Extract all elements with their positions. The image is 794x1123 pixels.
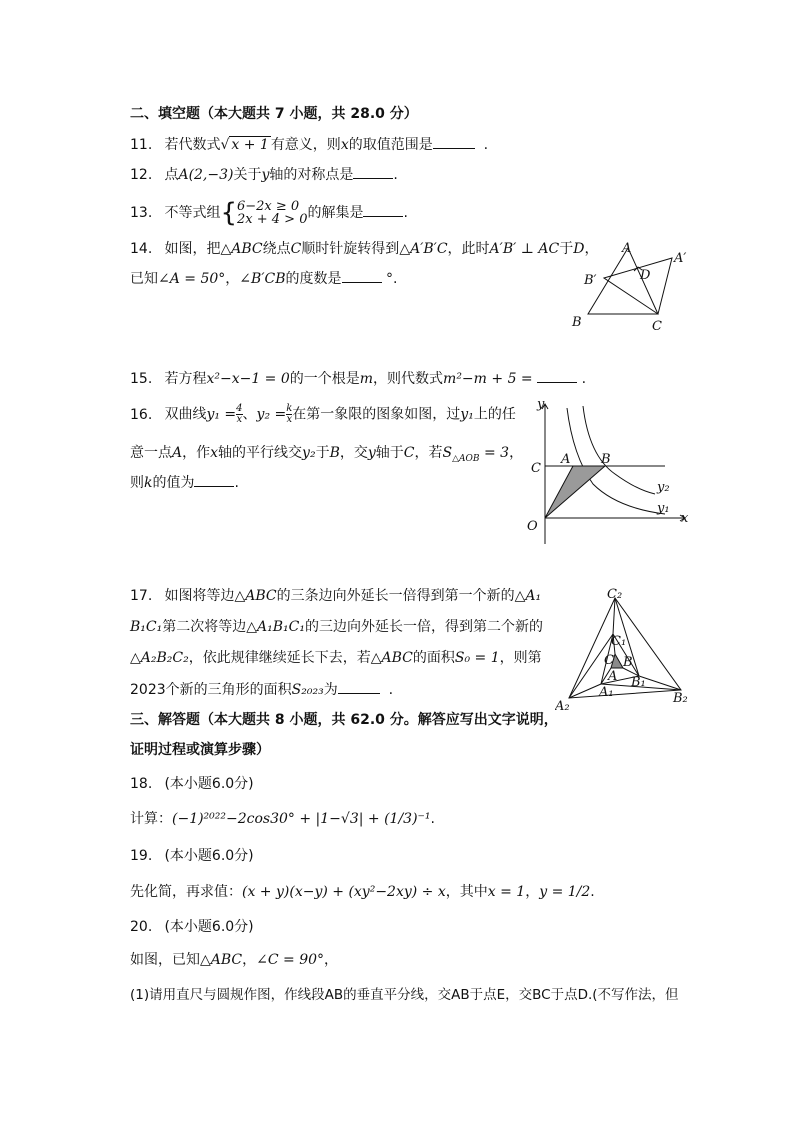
question-19-header bbox=[130, 846, 254, 866]
label-y: y bbox=[537, 397, 545, 412]
q15-math: m²−m + 5 = bbox=[443, 371, 533, 387]
q14-text: 顺时针旋转得到 bbox=[301, 241, 400, 257]
q17-math: S₀ = 1 bbox=[454, 650, 500, 666]
q14-text: ，此时 bbox=[447, 241, 490, 257]
q12-text-a: 点 bbox=[164, 167, 179, 183]
q17-text: . bbox=[388, 682, 394, 698]
answer-blank[interactable] bbox=[353, 164, 393, 179]
q20-text: ， bbox=[324, 952, 339, 968]
label-B: B bbox=[623, 655, 633, 670]
q19-text: ，其中 bbox=[445, 884, 488, 900]
q14-text: 的度数是 bbox=[285, 271, 342, 287]
q17-math: △A₁ bbox=[514, 588, 542, 604]
q16-math: k bbox=[144, 475, 153, 491]
q17-figure bbox=[555, 588, 700, 713]
q14-math: A′B′ ⊥ AC bbox=[489, 241, 560, 257]
question-number: 13. bbox=[130, 205, 153, 221]
q19-text: ， bbox=[525, 884, 540, 900]
q14-text: 已知 bbox=[130, 271, 158, 287]
q16-math: B bbox=[329, 445, 340, 461]
question-score: (本小题6.0分) bbox=[164, 919, 254, 935]
label-A2: A₂ bbox=[555, 699, 570, 713]
q15-math: m bbox=[359, 371, 374, 387]
q16-text: 、 bbox=[242, 406, 257, 423]
q17-math: B₁C₁ bbox=[130, 619, 163, 635]
answer-blank[interactable] bbox=[194, 472, 234, 487]
question-15 bbox=[130, 368, 586, 389]
label-C: C bbox=[652, 319, 662, 334]
shaded-triangle-aob bbox=[545, 466, 605, 518]
q17-text: 如图将等边 bbox=[164, 588, 235, 604]
q13-text-a: 不等式组 bbox=[164, 205, 221, 221]
q16-frac: x bbox=[236, 414, 243, 425]
q17-text: 的三条边向外延长一倍得到第一个新的 bbox=[276, 588, 515, 604]
q15-text: . bbox=[581, 371, 587, 387]
label-B: B bbox=[601, 452, 611, 467]
question-17-line-4 bbox=[130, 679, 393, 700]
q11-text-c: 的取值范围是 bbox=[348, 137, 433, 153]
q18-text: . bbox=[430, 811, 435, 827]
q20-text: 如图，已知 bbox=[130, 952, 200, 968]
label-D: D bbox=[640, 268, 651, 283]
q17-math: △ABC bbox=[370, 650, 413, 666]
q17-text: 为 bbox=[323, 682, 338, 698]
q16-math: x bbox=[210, 445, 219, 461]
q19-math: (x + y)(x−y) + (xy²−2xy) ÷ x bbox=[242, 884, 446, 900]
q16-math: S bbox=[442, 445, 453, 461]
label-C1: C₁ bbox=[611, 634, 627, 649]
label-A: A bbox=[608, 669, 618, 684]
q16-math: = 3 bbox=[479, 445, 510, 461]
q16-math: y₁ = bbox=[206, 406, 237, 423]
q14-text: ， bbox=[584, 241, 599, 257]
q18-math: (−1)²⁰²²−2cos30° + |1−√3| + (1/3)⁻¹ bbox=[172, 811, 431, 827]
q14-math: D bbox=[573, 241, 585, 257]
question-18-header bbox=[130, 774, 254, 794]
section-title-fill-in: 二、填空题（本大题共 7 小题，共 28.0 分） bbox=[130, 106, 418, 122]
q17-math: S₂₀₂₃ bbox=[291, 682, 324, 698]
q19-text: . bbox=[590, 884, 595, 900]
section-title-solutions-cont: 证明过程或演算步骤） bbox=[130, 742, 270, 758]
q16-math: y₁ bbox=[460, 406, 474, 423]
question-number: 17. bbox=[130, 588, 153, 604]
q14-math: ∠B′CB bbox=[239, 271, 286, 287]
question-17-line-1 bbox=[130, 586, 541, 606]
question-number: 11. bbox=[130, 137, 153, 153]
q16-text: 轴于 bbox=[375, 445, 404, 461]
label-B-prime: B′ bbox=[584, 273, 597, 288]
label-C: C bbox=[604, 653, 614, 668]
question-20-line-2: (1)请用直尺与圆规作图，作线段AB的垂直平分线，交AB于点E，交BC于点D.(不写作法，但 bbox=[130, 987, 679, 1003]
question-16-line-3 bbox=[130, 472, 239, 493]
answer-blank[interactable] bbox=[342, 268, 382, 283]
question-17-line-2 bbox=[130, 617, 543, 637]
q14-text: °. bbox=[385, 271, 398, 287]
label-C: C bbox=[531, 461, 541, 476]
q19-math: x = 1 bbox=[487, 884, 526, 900]
q20-text: ， bbox=[242, 952, 257, 968]
q16-text: 双曲线 bbox=[164, 406, 207, 423]
brace-symbol: { bbox=[220, 198, 237, 228]
q16-figure bbox=[525, 396, 695, 546]
question-13 bbox=[130, 200, 408, 226]
q11-text-a: 若代数式 bbox=[164, 137, 221, 153]
q18-text: 计算： bbox=[130, 811, 172, 827]
q14-math: △ABC bbox=[220, 241, 263, 257]
question-20-header bbox=[130, 917, 254, 937]
q16-text: 在第一象限的图象如图，过 bbox=[292, 406, 461, 423]
question-11 bbox=[130, 134, 488, 155]
q16-math: y bbox=[367, 445, 376, 461]
question-score: (本小题6.0分) bbox=[164, 776, 254, 792]
q15-text: ，则代数式 bbox=[373, 371, 444, 387]
q19-text: 先化简，再求值： bbox=[130, 884, 242, 900]
q17-text: 第二次将等边 bbox=[162, 619, 247, 635]
q14-text: 绕点 bbox=[262, 241, 291, 257]
label-B: B bbox=[572, 315, 582, 330]
question-number: 18. bbox=[130, 776, 153, 792]
q13-ineq-2: 2x + 4 > 0 bbox=[237, 212, 308, 227]
label-y1: y₁ bbox=[657, 501, 670, 516]
answer-blank[interactable] bbox=[363, 202, 403, 217]
q11-text-b: 有意义，则 bbox=[270, 137, 341, 153]
q16-math: A bbox=[172, 445, 183, 461]
question-20-line-1 bbox=[130, 950, 338, 970]
question-16-line-2 bbox=[130, 443, 523, 469]
q16-math: y₂ = bbox=[256, 406, 287, 423]
q16-text: ，交 bbox=[339, 445, 368, 461]
q16-frac: k bbox=[286, 403, 293, 414]
q17-text: 的面积 bbox=[412, 650, 455, 666]
q14-math: ∠A = 50° bbox=[158, 271, 226, 287]
question-number: 19. bbox=[130, 848, 153, 864]
q16-text: 于 bbox=[315, 445, 330, 461]
q14-text: 如图，把 bbox=[164, 241, 221, 257]
q16-math: C bbox=[403, 445, 415, 461]
q16-text: 轴的平行线交 bbox=[218, 445, 303, 461]
question-19-body bbox=[130, 882, 595, 902]
q14-math: △A′B′C bbox=[399, 241, 448, 257]
label-A: A bbox=[561, 452, 571, 467]
q16-text: ，若 bbox=[414, 445, 443, 461]
q16-text: 上的任 bbox=[473, 406, 516, 423]
q16-text: . bbox=[234, 475, 239, 491]
q13-end: . bbox=[403, 205, 408, 221]
q17-line bbox=[613, 598, 615, 634]
q17-text: 的三边向外延长一倍，得到第二个新的 bbox=[304, 619, 543, 635]
label-x: x bbox=[681, 511, 689, 526]
q17-math: △ABC bbox=[234, 588, 277, 604]
curve-y2 bbox=[583, 406, 655, 494]
q15-math: x²−x−1 = 0 bbox=[206, 371, 290, 387]
q11-var: x bbox=[340, 137, 349, 153]
q16-text: ， bbox=[509, 445, 524, 461]
sqrt-symbol: √ bbox=[220, 137, 230, 153]
q17-text: ，依此规律继续延长下去，若 bbox=[188, 650, 371, 666]
q12-text-b: 关于 bbox=[233, 167, 262, 183]
q15-text: 若方程 bbox=[164, 371, 207, 387]
label-B2: B₂ bbox=[673, 691, 688, 706]
q16-text: 意一点 bbox=[130, 445, 172, 461]
question-number: 12. bbox=[130, 167, 153, 183]
question-number: 14. bbox=[130, 241, 153, 257]
question-number: 16. bbox=[130, 406, 153, 423]
q16-math: △AOB bbox=[452, 453, 480, 464]
section-title-solutions: 三、解答题（本大题共 8 小题，共 62.0 分。解答应写出文字说明， bbox=[130, 712, 558, 728]
q11-radicand: x + 1 bbox=[231, 137, 269, 153]
q12-var: y bbox=[261, 167, 270, 183]
label-y2: y₂ bbox=[657, 480, 670, 495]
q17-text: 2023个新的三角形的面积 bbox=[130, 682, 292, 698]
q16-text: 的值为 bbox=[152, 475, 195, 491]
label-C2: C₂ bbox=[607, 588, 623, 602]
q17-math: △A₂B₂C₂ bbox=[130, 650, 189, 666]
question-16-line-1 bbox=[130, 404, 516, 425]
q12-text-c: 轴的对称点是 bbox=[269, 167, 354, 183]
label-O: O bbox=[527, 519, 538, 534]
q17-math: △A₁B₁C₁ bbox=[246, 619, 305, 635]
q13-text-b: 的解集是 bbox=[307, 205, 364, 221]
q17-text: ，则第 bbox=[499, 650, 542, 666]
question-score: (本小题6.0分) bbox=[164, 848, 254, 864]
label-A1: A₁ bbox=[599, 685, 614, 700]
q14-text: ， bbox=[225, 271, 240, 287]
q14-math: C bbox=[290, 241, 302, 257]
question-17-line-3 bbox=[130, 648, 542, 668]
q20-math: ∠C = 90° bbox=[256, 952, 325, 968]
question-14-line-2 bbox=[130, 268, 397, 289]
label-A: A bbox=[622, 241, 632, 256]
q16-text: 则 bbox=[130, 475, 144, 491]
question-14-line-1 bbox=[130, 239, 598, 259]
label-A-prime: A′ bbox=[674, 251, 687, 266]
q15-text: 的一个根是 bbox=[289, 371, 360, 387]
q19-math: y = 1/2 bbox=[539, 884, 591, 900]
q16-text: ，作 bbox=[182, 445, 211, 461]
q16-math: y₂ bbox=[302, 445, 316, 461]
answer-blank[interactable] bbox=[338, 679, 380, 694]
q16-frac: 4 bbox=[236, 403, 243, 414]
q14-text: 于 bbox=[559, 241, 574, 257]
question-12 bbox=[130, 164, 398, 185]
answer-blank[interactable] bbox=[433, 134, 475, 149]
label-B1: B₁ bbox=[631, 675, 646, 690]
question-number: 20. bbox=[130, 919, 153, 935]
curve-y1 bbox=[567, 408, 665, 514]
q12-point: A(2,−3) bbox=[178, 167, 234, 183]
q13-system bbox=[237, 200, 307, 226]
q14-figure bbox=[570, 238, 700, 334]
q16-frac: x bbox=[286, 414, 293, 425]
q20-math: △ABC bbox=[200, 952, 243, 968]
question-18-body bbox=[130, 809, 435, 829]
answer-blank[interactable] bbox=[537, 368, 577, 383]
q11-end: . bbox=[483, 137, 489, 153]
question-number: 15. bbox=[130, 371, 153, 387]
q12-end: . bbox=[393, 167, 398, 183]
q13-ineq-1: 6−2x ≥ 0 bbox=[237, 199, 300, 214]
